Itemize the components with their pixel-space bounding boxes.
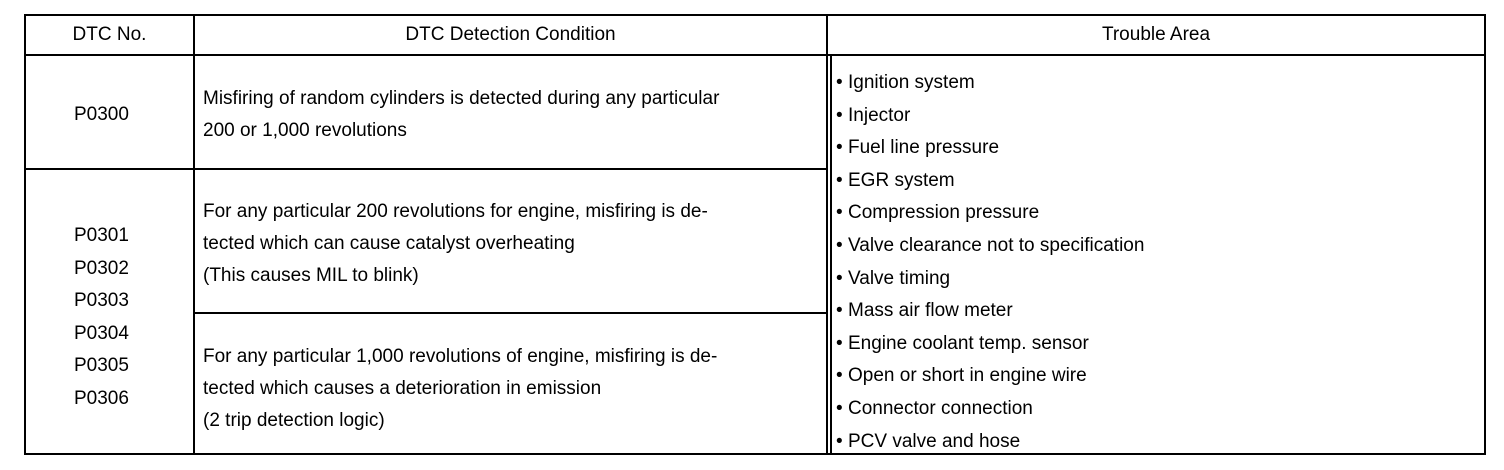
condition-line: Misfiring of random cylinders is detected during any particular xyxy=(203,88,720,109)
header-dtc-no: DTC No. xyxy=(72,24,147,45)
trouble-area-item: • Valve timing xyxy=(836,263,1144,296)
bullet-icon: • xyxy=(836,430,843,452)
condition-line: 200 or 1,000 revolutions xyxy=(203,120,407,141)
header-condition: DTC Detection Condition xyxy=(405,24,616,45)
trouble-area-item: • Engine coolant temp. sensor xyxy=(836,328,1144,361)
row-divider-1 xyxy=(26,168,828,170)
column-divider-2b xyxy=(830,54,832,453)
trouble-area-item: • Compression pressure xyxy=(836,197,1144,230)
bullet-icon: • xyxy=(836,169,843,191)
row-divider-2 xyxy=(193,312,828,314)
trouble-area-item: • Mass air flow meter xyxy=(836,295,1144,328)
condition-line: tected which causes a deterioration in emission xyxy=(203,378,602,399)
condition-line: (2 trip detection logic) xyxy=(203,410,385,431)
bullet-icon: • xyxy=(836,267,843,289)
column-divider-1 xyxy=(193,16,195,453)
trouble-area-item: • Connector connection xyxy=(836,393,1144,426)
condition-line: tected which can cause catalyst overheating xyxy=(203,233,575,254)
dtc-code-list xyxy=(74,220,129,416)
dtc-code: P0303 xyxy=(74,290,129,312)
trouble-area-item: • Valve clearance not to specification xyxy=(836,230,1144,263)
dtc-table xyxy=(24,14,1486,455)
condition-line: For any particular 200 revolutions for engine, misfiring is de- xyxy=(203,201,708,222)
bullet-icon: • xyxy=(836,72,843,93)
dtc-code: P0306 xyxy=(74,387,129,409)
trouble-area-item: • Fuel line pressure xyxy=(836,132,1144,165)
dtc-code: P0301 xyxy=(74,225,129,246)
condition-text xyxy=(203,83,719,147)
bullet-icon: • xyxy=(836,397,843,419)
condition-line: For any particular 1,000 revolutions of engine, misfiring is de- xyxy=(203,346,718,367)
condition-text xyxy=(203,341,717,437)
trouble-area-list xyxy=(836,67,1144,458)
trouble-area-item: • Open or short in engine wire xyxy=(836,360,1144,393)
condition-line: (This causes MIL to blink) xyxy=(203,265,419,286)
trouble-area-item: • Ignition system xyxy=(836,67,1144,100)
trouble-area-item: • PCV valve and hose xyxy=(836,426,1144,459)
dtc-code: P0302 xyxy=(74,257,129,279)
condition-text xyxy=(203,196,708,292)
trouble-area-item: • Injector xyxy=(836,100,1144,133)
header-trouble-area: Trouble Area xyxy=(1101,24,1211,45)
trouble-area-item: • EGR system xyxy=(836,165,1144,198)
column-divider-2 xyxy=(826,16,828,453)
bullet-icon: • xyxy=(836,104,843,126)
dtc-code: P0300 xyxy=(74,104,129,125)
dtc-code: P0305 xyxy=(74,355,129,377)
bullet-icon: • xyxy=(836,234,843,256)
bullet-icon: • xyxy=(836,300,843,322)
bullet-icon: • xyxy=(836,137,843,159)
bullet-icon: • xyxy=(836,202,843,224)
bullet-icon: • xyxy=(836,332,843,354)
dtc-code: P0304 xyxy=(74,322,129,344)
bullet-icon: • xyxy=(836,365,843,387)
